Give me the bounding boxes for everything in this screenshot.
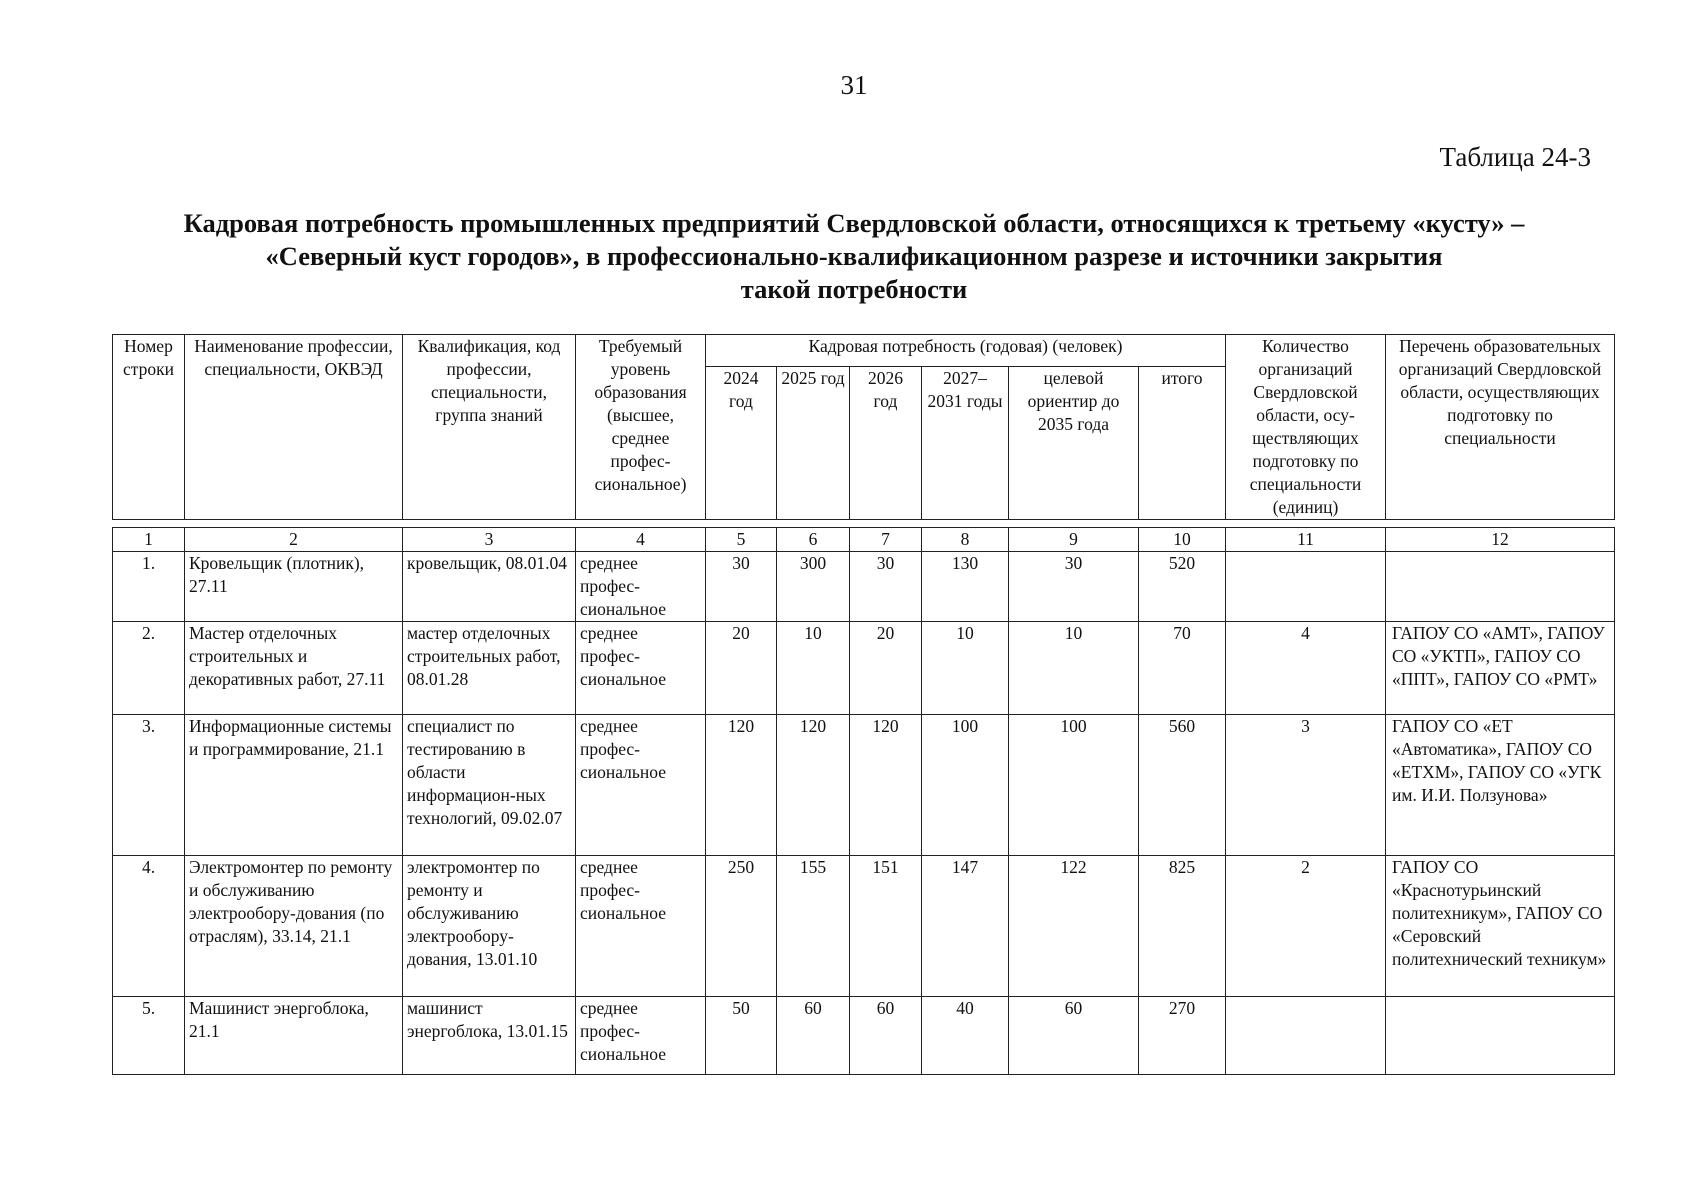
header-2024: 2024 год (706, 367, 777, 520)
page-number: 31 (840, 70, 868, 100)
row-number: 1. (113, 552, 185, 622)
table-body (112, 527, 1615, 1075)
target-cell: 122 (1009, 856, 1139, 997)
target-cell: 10 (1009, 622, 1139, 715)
column-number: 7 (850, 528, 922, 552)
org-count-cell (1226, 997, 1386, 1075)
header-qualification: Квалификация, код профессии, специальности, группа знаний (403, 335, 576, 520)
education-cell: среднее профес-сиональное (576, 552, 706, 622)
qualification-cell: машинист энергоблока, 13.01.15 (403, 997, 576, 1075)
need-2024-cell: 120 (706, 715, 777, 856)
education-cell: среднее профес-сиональное (576, 622, 706, 715)
column-number-row (113, 528, 1615, 552)
column-number: 6 (777, 528, 850, 552)
qualification-cell: электромонтер по ремонту и обслуживанию электрообору-дования, 13.01.10 (403, 856, 576, 997)
header-need-group: Кадровая потребность (годовая) (человек) (706, 335, 1226, 367)
header-2027-2031: 2027– 2031 годы (922, 367, 1009, 520)
total-cell: 70 (1139, 622, 1226, 715)
need-2025-cell: 155 (777, 856, 850, 997)
header-target: целевой ориентир до 2035 года (1009, 367, 1139, 520)
profession-cell: Кровельщик (плотник), 27.11 (185, 552, 403, 622)
need-2026-cell: 120 (850, 715, 922, 856)
org-list-cell: ГАПОУ СО «АМТ», ГАПОУ СО «УКТП», ГАПОУ СО «ППТ», ГАПОУ СО «РМТ» (1386, 622, 1615, 715)
total-cell: 520 (1139, 552, 1226, 622)
need-2025-cell: 10 (777, 622, 850, 715)
qualification-cell: мастер отделочных строительных работ, 08.01.28 (403, 622, 576, 715)
need-2024-cell: 30 (706, 552, 777, 622)
profession-cell: Машинист энергоблока, 21.1 (185, 997, 403, 1075)
header-total: итого (1139, 367, 1226, 520)
table-label: Таблица 24-3 (1439, 142, 1591, 172)
row-number: 5. (113, 997, 185, 1075)
row-number: 4. (113, 856, 185, 997)
header-org-list: Перечень образовательных организаций Свердловской области, осуществляющих подготовку по специальности (1386, 335, 1615, 520)
org-count-cell (1226, 552, 1386, 622)
qualification-cell: специалист по тестированию в области информацион-ных технологий, 09.02.07 (403, 715, 576, 856)
need-2027-2031-cell: 147 (922, 856, 1009, 997)
title-line: такой потребности (740, 274, 968, 304)
education-cell: среднее профес-сиональное (576, 856, 706, 997)
document-title (100, 207, 1608, 306)
org-list-cell: ГАПОУ СО «ЕТ «Автоматика», ГАПОУ СО «ЕТХМ», ГАПОУ СО «УГК им. И.И. Ползунова» (1386, 715, 1615, 856)
header-profession: Наименование профессии, специальности, ОКВЭД (185, 335, 403, 520)
row-number: 2. (113, 622, 185, 715)
total-cell: 560 (1139, 715, 1226, 856)
org-count-cell: 4 (1226, 622, 1386, 715)
org-count-cell: 2 (1226, 856, 1386, 997)
need-2026-cell: 151 (850, 856, 922, 997)
column-number: 3 (403, 528, 576, 552)
header-org-count: Количество организаций Свердловской области, осу-ществляющих подготовку по специальности (единиц) (1226, 335, 1386, 520)
org-list-cell: ГАПОУ СО «Краснотурьинский политехникум», ГАПОУ СО «Серовский политехнический техникум» (1386, 856, 1615, 997)
need-2025-cell: 300 (777, 552, 850, 622)
table-row (113, 997, 1615, 1075)
need-2025-cell: 120 (777, 715, 850, 856)
column-number: 8 (922, 528, 1009, 552)
need-2026-cell: 60 (850, 997, 922, 1075)
profession-cell: Электромонтер по ремонту и обслуживанию электрообору-дования (по отраслям), 33.14, 21.1 (185, 856, 403, 997)
need-2027-2031-cell: 100 (922, 715, 1009, 856)
qualification-cell: кровельщик, 08.01.04 (403, 552, 576, 622)
org-list-cell (1386, 552, 1615, 622)
total-cell: 270 (1139, 997, 1226, 1075)
column-number: 9 (1009, 528, 1139, 552)
column-number: 11 (1226, 528, 1386, 552)
header-education: Требуемый уровень образования (высшее, среднее профес-сиональное) (576, 335, 706, 520)
table-header (112, 334, 1615, 520)
column-number: 5 (706, 528, 777, 552)
target-cell: 100 (1009, 715, 1139, 856)
profession-cell: Мастер отделочных строительных и декоративных работ, 27.11 (185, 622, 403, 715)
education-cell: среднее профес-сиональное (576, 997, 706, 1075)
table-row (113, 552, 1615, 622)
column-number: 1 (113, 528, 185, 552)
row-number: 3. (113, 715, 185, 856)
table-row (113, 622, 1615, 715)
target-cell: 30 (1009, 552, 1139, 622)
table-row (113, 715, 1615, 856)
need-2024-cell: 250 (706, 856, 777, 997)
column-number: 4 (576, 528, 706, 552)
org-count-cell: 3 (1226, 715, 1386, 856)
header-2025: 2025 год (777, 367, 850, 520)
need-2024-cell: 50 (706, 997, 777, 1075)
total-cell: 825 (1139, 856, 1226, 997)
profession-cell: Информационные системы и программирование, 21.1 (185, 715, 403, 856)
org-list-cell (1386, 997, 1615, 1075)
need-2026-cell: 20 (850, 622, 922, 715)
title-line: Кадровая потребность промышленных предприятий Свердловской области, относящихся к третьему «кусту» – (183, 208, 1525, 238)
header-row-number: Номер строки (113, 335, 185, 520)
need-2024-cell: 20 (706, 622, 777, 715)
need-2025-cell: 60 (777, 997, 850, 1075)
column-number: 10 (1139, 528, 1226, 552)
target-cell: 60 (1009, 997, 1139, 1075)
need-2027-2031-cell: 130 (922, 552, 1009, 622)
header-2026: 2026 год (850, 367, 922, 520)
table-row (113, 856, 1615, 997)
title-line: «Северный куст городов», в профессионально-квалификационном разрезе и источники закрытия (265, 241, 1443, 271)
column-number: 2 (185, 528, 403, 552)
need-2026-cell: 30 (850, 552, 922, 622)
column-number: 12 (1386, 528, 1615, 552)
need-2027-2031-cell: 40 (922, 997, 1009, 1075)
education-cell: среднее профес-сиональное (576, 715, 706, 856)
need-2027-2031-cell: 10 (922, 622, 1009, 715)
